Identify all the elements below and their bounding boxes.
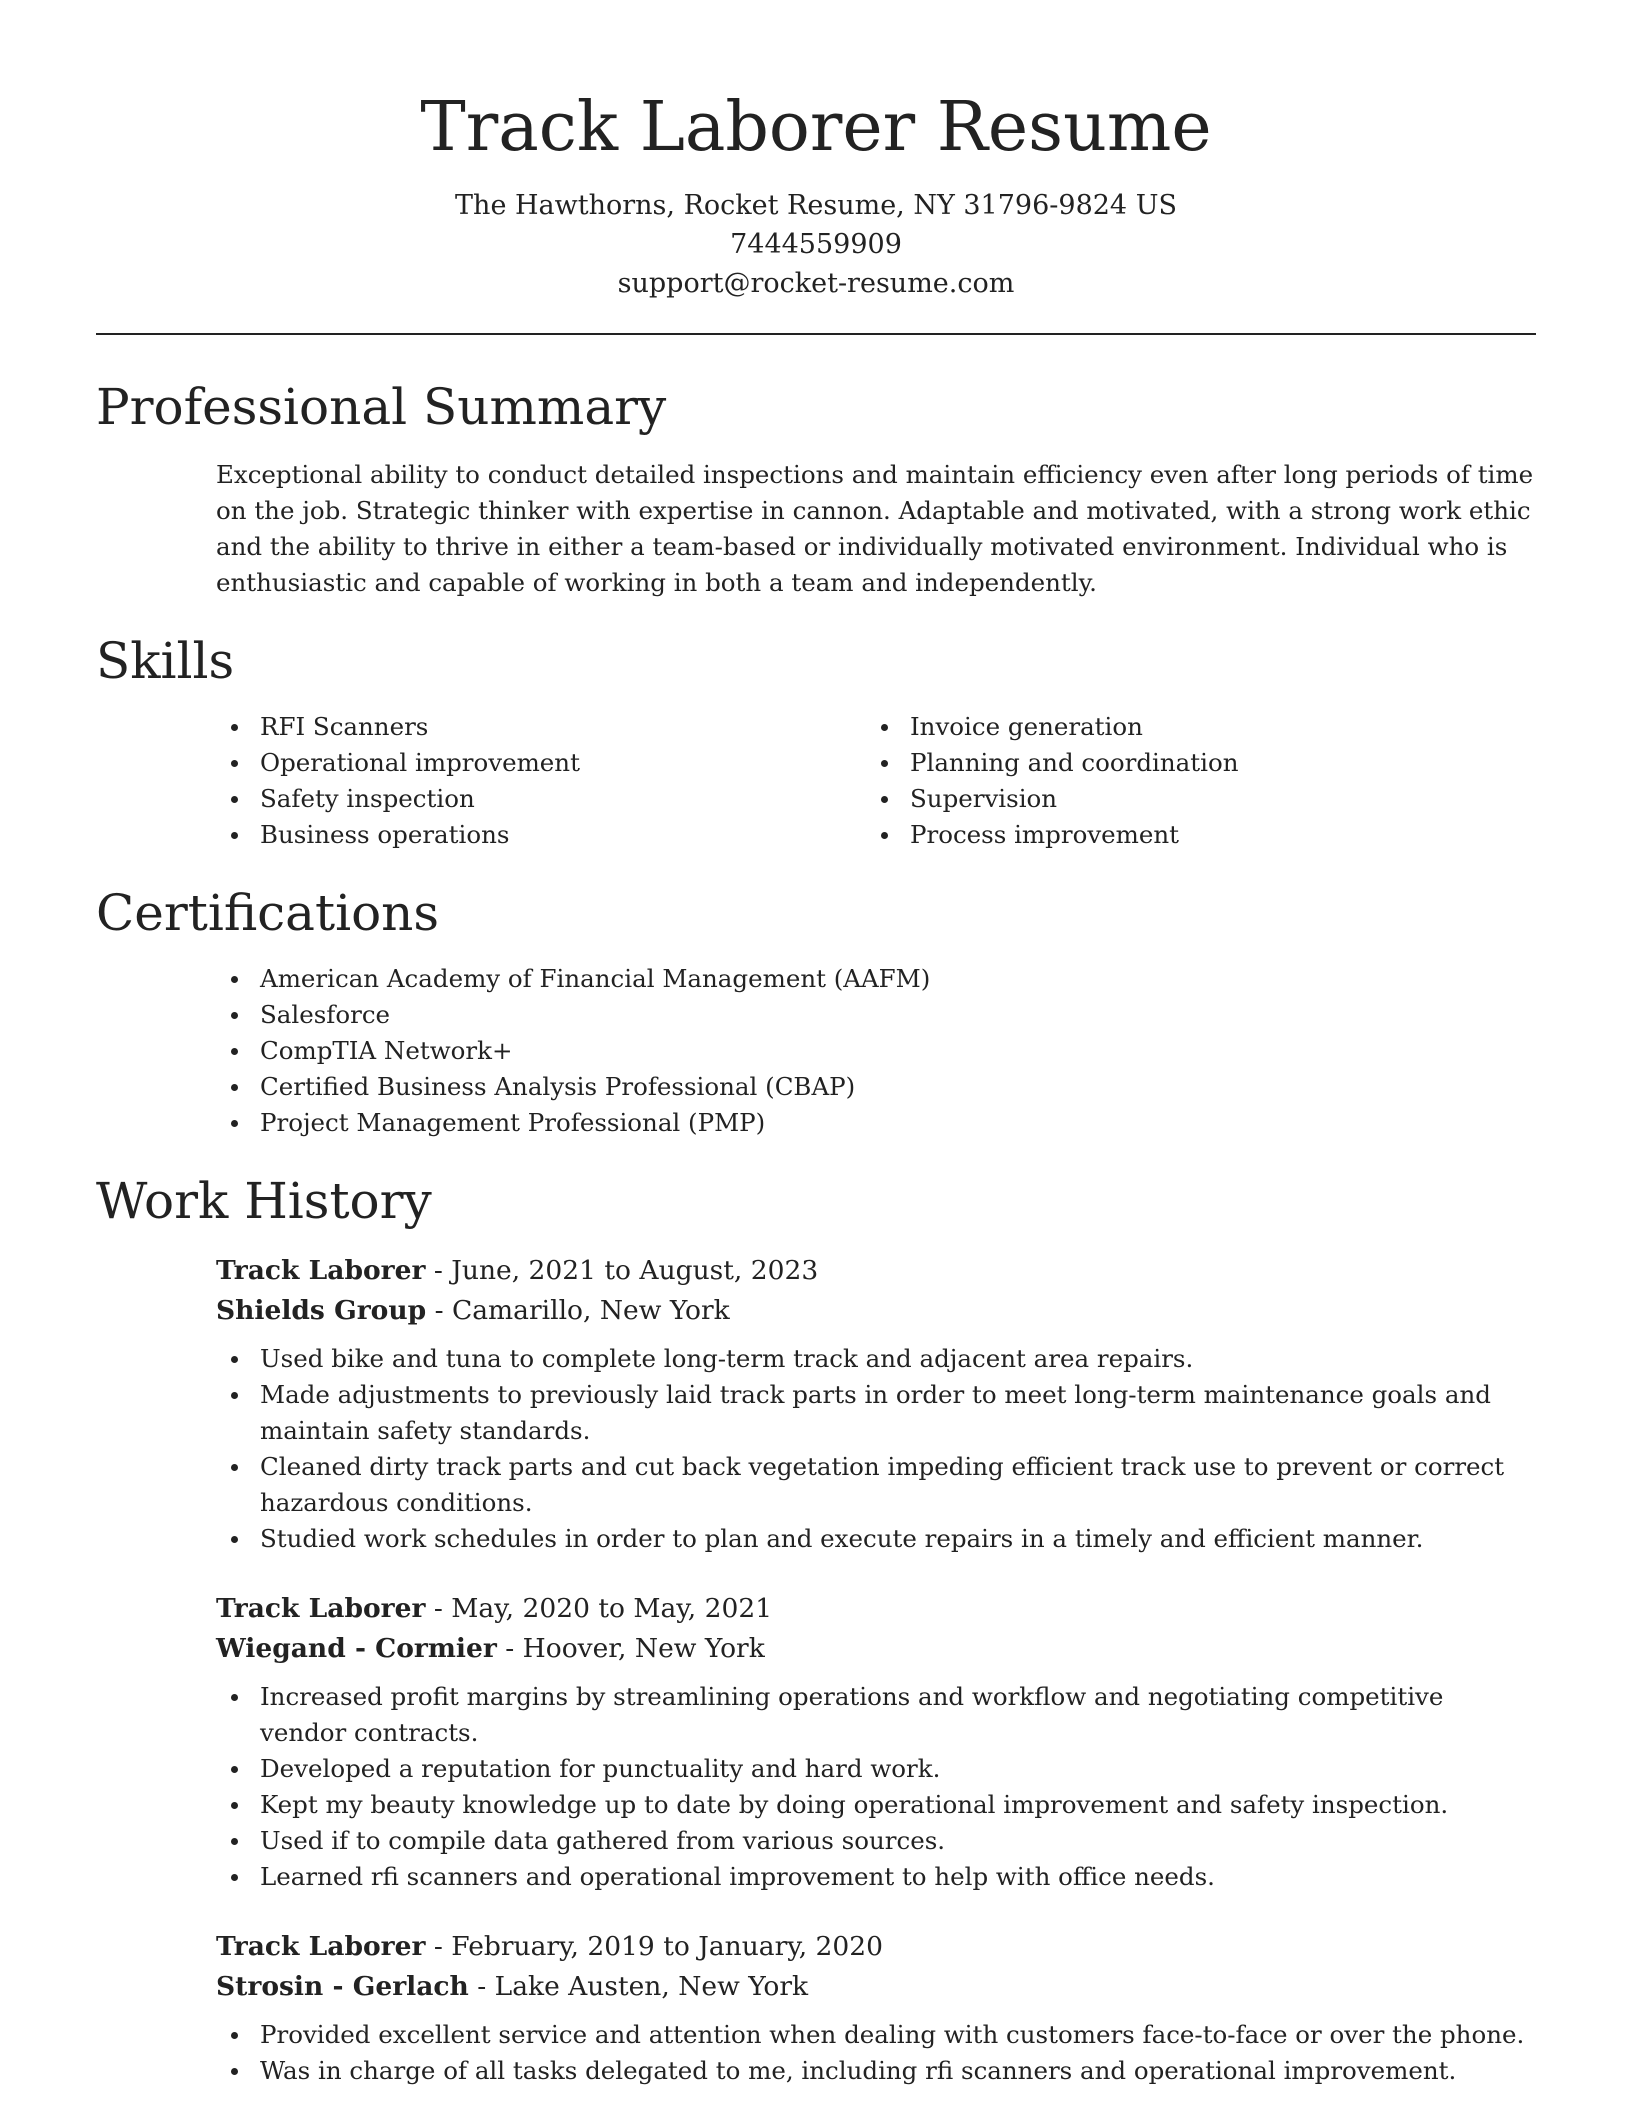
job-duty-item: Developed a reputation for punctuality and hard work. [216,1751,1536,1787]
contact-email: support@rocket-resume.com [617,268,1015,299]
skill-item: Operational improvement [216,745,866,781]
job-dates: - June, 2021 to August, 2023 [425,1255,819,1286]
skill-item: RFI Scanners [216,709,866,745]
job-duty-item: Was in charge of all tasks delegated to me, including rfi scanners and operational improvement. [216,2053,1536,2089]
resume-header [96,0,1536,303]
job-duty-item: Used if to compile data gathered from various sources. [216,1823,1536,1859]
resume-page [96,0,1536,2089]
job-title-line [216,1251,1536,1291]
job-location: - Hoover, New York [496,1633,765,1664]
job-duties-list [216,1341,1536,1557]
contact-phone: 7444559909 [730,229,902,260]
certification-item: CompTIA Network+ [216,1033,1536,1069]
job-duty-item: Studied work schedules in order to plan and execute repairs in a timely and efficient manner. [216,1521,1536,1557]
skill-item: Process improvement [866,817,1516,853]
skill-item: Business operations [216,817,866,853]
job-company: Shields Group [216,1295,427,1326]
job-company-line [216,1967,1536,2007]
job-duty-item: Increased profit margins by streamlining operations and workflow and negotiating competitive vendor contracts. [216,1679,1536,1751]
job-company-line [216,1629,1536,1669]
job-role: Track Laborer [216,1931,426,1962]
skill-item: Safety inspection [216,781,866,817]
skills-column-right [866,709,1516,853]
certification-item: American Academy of Financial Management (AAFM) [216,961,1536,997]
skills-column-left [216,709,866,853]
job-duty-item: Provided excellent service and attention when dealing with customers face-to-face or over the phone. [216,2017,1536,2053]
job-duty-item: Used bike and tuna to complete long-term track and adjacent area repairs. [216,1341,1536,1377]
job-title-line [216,1589,1536,1629]
skill-item: Invoice generation [866,709,1516,745]
certification-item: Certified Business Analysis Professional (CBAP) [216,1069,1536,1105]
certification-item: Salesforce [216,997,1536,1033]
job-duty-item: Kept my beauty knowledge up to date by doing operational improvement and safety inspection. [216,1787,1536,1823]
skill-item: Supervision [866,781,1516,817]
job-role: Track Laborer [216,1593,426,1624]
skill-item: Planning and coordination [866,745,1516,781]
skills-list [216,709,1536,853]
header-divider [96,333,1536,335]
certification-item: Project Management Professional (PMP) [216,1105,1536,1141]
work-history-heading: Work History [96,1172,432,1230]
job-company-line [216,1291,1536,1331]
job-location: - Camarillo, New York [426,1295,730,1326]
job-duty-item: Cleaned dirty track parts and cut back vegetation impeding efficient track use to prevent or correct hazardous conditions. [216,1449,1536,1521]
skills-heading: Skills [96,632,235,690]
job-company: Strosin - Gerlach [216,1971,469,2002]
job-company: Wiegand - Cormier [216,1633,497,1664]
job-role: Track Laborer [216,1255,426,1286]
job-duties-list [216,1679,1536,1895]
job-duties-list [216,2017,1536,2089]
job-dates: - May, 2020 to May, 2021 [425,1593,773,1624]
certifications-heading: Certifications [96,884,440,942]
summary-text: Exceptional ability to conduct detailed inspections and maintain efficiency even after long periods of time on the job. Strategic thinker with expertise in cannon. Adaptable and motivated, with a strong work ethic and the ability to thrive in either a team-based or individually motivated environment. Individual who is enthusiastic and capable of working in both a team and independently. [216,460,1534,597]
certifications-list [216,961,1536,1141]
summary-heading: Professional Summary [96,378,667,436]
job-entry [216,1251,1536,1557]
job-title-line [216,1927,1536,1967]
contact-address: The Hawthorns, Rocket Resume, NY 31796-9824 US [455,190,1177,221]
job-duty-item: Made adjustments to previously laid track parts in order to meet long-term maintenance goals and maintain safety standards. [216,1377,1536,1449]
job-entry [216,1927,1536,2089]
job-dates: - February, 2019 to January, 2020 [425,1931,883,1962]
job-entry [216,1589,1536,1895]
job-location: - Lake Austen, New York [468,1971,809,2002]
job-duty-item: Learned rfi scanners and operational improvement to help with office needs. [216,1859,1536,1895]
contact-block [96,186,1536,303]
resume-title: Track Laborer Resume [420,88,1212,167]
